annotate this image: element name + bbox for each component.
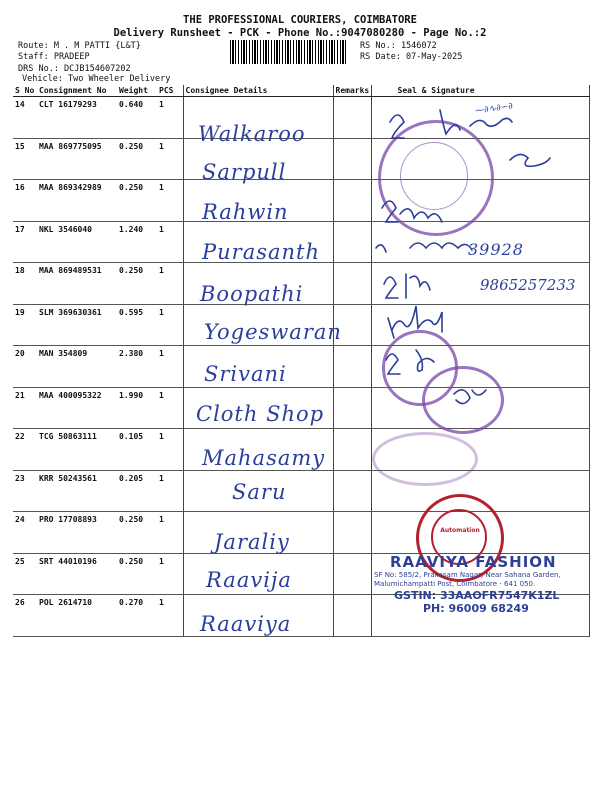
handwritten-consignee: Sarpull [202,160,287,184]
header-consignee: Consignee Details [183,85,333,97]
cell-remarks [333,595,371,637]
cell-remarks [333,263,371,305]
handwritten-consignee: Yogeswaran [204,320,342,344]
handwritten-phone: 39928 [468,240,524,259]
cell-weight: 0.105 [117,429,157,471]
cell-pcs: 1 [157,304,183,346]
handwritten-consignee: Cloth Shop [196,402,325,426]
cell-consignment: TCG 50863111 [37,429,117,471]
cell-sno: 26 [13,595,37,637]
cell-sno: 21 [13,387,37,429]
cell-consignment: MAA 400095322 [37,387,117,429]
cell-remarks [333,138,371,180]
handwritten-consignee: Purasanth [202,240,320,264]
cell-sno: 15 [13,138,37,180]
handwritten-phone: 9865257233 [480,276,576,294]
cell-remarks [333,221,371,263]
cell-weight: 2.380 [117,346,157,388]
raaviya-stamp [368,553,593,615]
table-header-row [13,85,589,97]
rs-number: RS No.: 1546072 [360,41,437,51]
cell-weight: 0.250 [117,180,157,222]
cell-remarks [333,387,371,429]
cell-sno: 17 [13,221,37,263]
cell-remarks [333,429,371,471]
cell-remarks [333,97,371,139]
handwritten-consignee: Rahwin [202,200,289,224]
cell-pcs: 1 [157,595,183,637]
cell-consignment: MAA 869342989 [37,180,117,222]
cell-sno: 19 [13,304,37,346]
stamp-company-name: RAAVIYA FASHION [390,553,557,571]
cell-sno: 25 [13,553,37,595]
handwritten-consignee: Raaviya [200,612,292,636]
handwritten-consignee: Saru [232,480,287,504]
cell-pcs: 1 [157,138,183,180]
handwritten-consignee: Mahasamy [202,446,326,470]
cell-consignment: MAN 354809 [37,346,117,388]
cell-sno: 16 [13,180,37,222]
red-seal-label: Automation [440,527,480,534]
cell-sno: 24 [13,512,37,554]
cell-weight: 0.205 [117,470,157,512]
cell-pcs: 1 [157,387,183,429]
stamp-phone: PH: 96009 68249 [423,602,529,615]
cell-sno: 23 [13,470,37,512]
cell-weight: 0.595 [117,304,157,346]
cell-consignment: MAA 869489531 [37,263,117,305]
barcode [230,40,348,64]
header-signature: Seal & Signature [371,85,589,97]
cell-weight: 0.640 [117,97,157,139]
cell-pcs: 1 [157,346,183,388]
cell-weight: 0.250 [117,553,157,595]
signature-note: ⁓∂∿∂∽∂ [474,101,514,117]
handwritten-consignee: Boopathi [200,282,304,306]
header-remarks: Remarks [333,85,371,97]
cell-weight: 0.250 [117,512,157,554]
runsheet-subtitle: Delivery Runsheet - PCK - Phone No.:9047080280 - Page No.:2 [113,27,487,39]
rs-date: RS Date: 07-May-2025 [360,52,463,62]
cell-sno: 20 [13,346,37,388]
stamp-address: SF No: 585/2, Prakasam Nagar, Near Sahana Garden, Malumichampatti Post, Coimbatore - 641 050. [374,571,561,588]
header-sno: S No [13,85,37,97]
cell-remarks [333,346,371,388]
cell-weight: 1.240 [117,221,157,263]
cell-pcs: 1 [157,263,183,305]
cell-remarks [333,180,371,222]
staff-label: Staff: PRADEEP [18,52,90,62]
handwritten-consignee: Raavija [206,568,292,592]
cell-consignment: MAA 869775095 [37,138,117,180]
cell-consignment: NKL 3546040 [37,221,117,263]
cell-remarks [333,553,371,595]
stamp-gstin: GSTIN: 33AAOFR7547K1ZL [394,589,560,602]
header-consignment: Consignment No [37,85,117,97]
cell-consignment: CLT 16179293 [37,97,117,139]
cell-weight: 0.270 [117,595,157,637]
drs-label: DRS No.: DCJB154607202 [18,64,131,74]
cell-pcs: 1 [157,553,183,595]
cell-remarks [333,512,371,554]
cell-pcs: 1 [157,180,183,222]
cell-weight: 1.990 [117,387,157,429]
header-weight: Weight [117,85,157,97]
cell-consignment: POL 2614710 [37,595,117,637]
route-label: Route: M . M PATTI {L&T} [18,41,141,51]
cell-pcs: 1 [157,221,183,263]
cell-pcs: 1 [157,470,183,512]
cell-pcs: 1 [157,512,183,554]
cell-sno: 22 [13,429,37,471]
cell-pcs: 1 [157,97,183,139]
vehicle-label: Vehicle: Two Wheeler Delivery [22,74,171,84]
cell-consignment: PRO 17708893 [37,512,117,554]
cell-consignment: SRT 44010196 [37,553,117,595]
company-title: THE PROFESSIONAL COURIERS, COIMBATORE [183,14,417,26]
cell-sno: 14 [13,97,37,139]
cell-sno: 18 [13,263,37,305]
header-pcs: PCS [157,85,183,97]
handwritten-consignee: Jaraliy [214,530,290,554]
cell-consignment: KRR 50243561 [37,470,117,512]
cell-weight: 0.250 [117,138,157,180]
cell-weight: 0.250 [117,263,157,305]
cell-pcs: 1 [157,429,183,471]
handwritten-consignee: Walkaroo [198,122,306,146]
signature-scribbles [370,98,590,538]
cell-remarks [333,470,371,512]
handwritten-consignee: Srivani [204,362,287,386]
cell-consignment: SLM 369630361 [37,304,117,346]
